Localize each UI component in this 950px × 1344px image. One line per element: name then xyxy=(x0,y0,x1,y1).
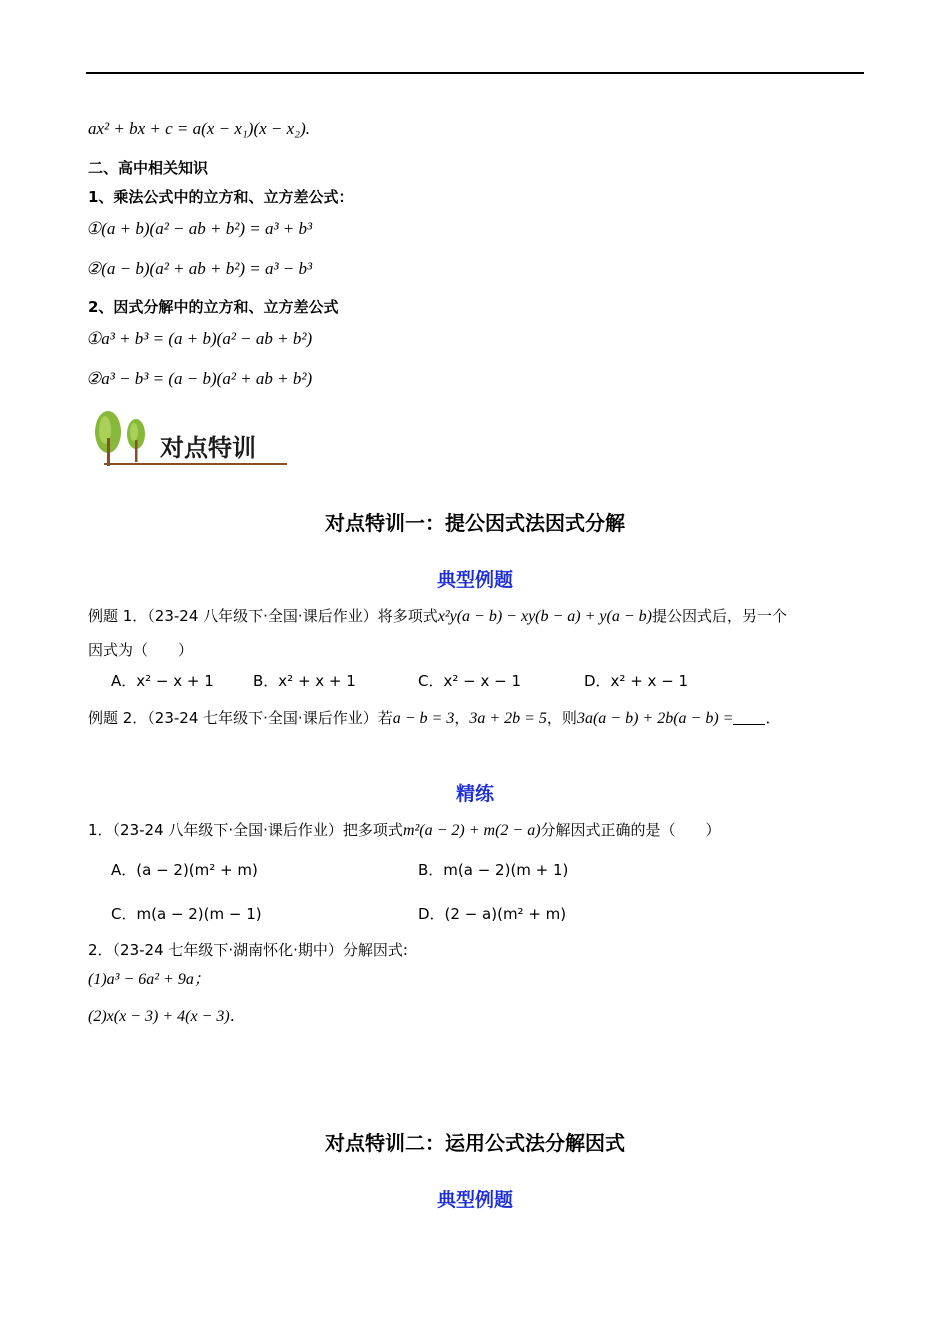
example2-prefix: 例题 2．（23-24 七年级下·全国·课后作业）若 xyxy=(88,709,393,727)
sub2-title: 2、因式分解中的立方和、立方差公式 xyxy=(88,298,339,316)
example1-line1 xyxy=(88,606,787,627)
q1-option-c[interactable]: C．m(a − 2)(m − 1) xyxy=(111,905,262,923)
example2-cond2: 3a + 2b = 5 xyxy=(469,710,547,727)
topic2-title: 对点特训二：运用公式法分解因式 xyxy=(325,1131,625,1155)
q1-option-d[interactable]: D．(2 − a)(m² + m) xyxy=(418,905,567,923)
example1-option-b[interactable]: B．x² + x + 1 xyxy=(253,672,356,690)
example2-line xyxy=(88,708,780,729)
topic1-title: 对点特训一：提公因式法因式分解 xyxy=(325,511,625,535)
example1-option-c[interactable]: C．x² − x − 1 xyxy=(418,672,521,690)
q2-title: 2．（23-24 七年级下·湖南怀化·期中）分解因式: xyxy=(88,941,408,959)
logo-text: 对点特训 xyxy=(160,434,256,462)
q1-suffix: 分解因式正确的是（ ） xyxy=(540,821,721,839)
example2-cond1: a − b = 3 xyxy=(392,710,455,727)
sub1-title: 1、乘法公式中的立方和、立方差公式： xyxy=(88,188,354,206)
typical-examples-heading-2: 典型例题 xyxy=(436,1189,513,1211)
q1-option-b[interactable]: B．m(a − 2)(m + 1) xyxy=(418,861,569,879)
example1-prefix: 例题 1．（23-24 八年级下·全国·课后作业）将多项式 xyxy=(88,607,438,625)
q2-part1: (1)a³ − 6a² + 9a； xyxy=(88,971,210,988)
top-formula: ax² + bx + c = a(x − x₁)(x − x₂). xyxy=(88,119,310,138)
example2-sep: ， xyxy=(454,709,470,727)
section2-title: 二、高中相关知识 xyxy=(88,159,209,177)
example2-mid: ，则 xyxy=(546,709,577,727)
sub1-item2: ②(a − b)(a² + ab + b²) = a³ − b³ xyxy=(86,259,313,278)
section-logo xyxy=(92,408,292,470)
example1-formula: x²y(a − b) − xy(b − a) + y(a − b) xyxy=(437,608,652,625)
trees-icon xyxy=(92,408,156,468)
logo-underline xyxy=(104,463,287,465)
q1-prefix: 1．（23-24 八年级下·全国·课后作业）把多项式 xyxy=(88,821,403,839)
typical-examples-heading: 典型例题 xyxy=(436,569,513,591)
example2-end: ． xyxy=(765,709,781,727)
example2-formula: 3a(a − b) + 2b(a − b) = xyxy=(576,710,734,727)
sub2-item2: ②a³ − b³ = (a − b)(a² + ab + b²) xyxy=(86,369,313,388)
example1-option-d[interactable]: D．x² + x − 1 xyxy=(584,672,689,690)
example1-suffix: 提公因式后，另一个 xyxy=(651,607,787,625)
example1-option-a[interactable]: A．x² − x + 1 xyxy=(111,672,214,690)
sub1-item1: ①(a + b)(a² − ab + b²) = a³ + b³ xyxy=(86,219,313,238)
practice-heading: 精练 xyxy=(455,783,494,805)
answer-blank[interactable] xyxy=(733,710,765,725)
sub2-item1: ①a³ + b³ = (a + b)(a² − ab + b²) xyxy=(86,329,313,348)
q1-option-a[interactable]: A．(a − 2)(m² + m) xyxy=(111,861,258,879)
header-rule xyxy=(86,72,864,74)
q2-part2: (2)x(x − 3) + 4(x − 3)． xyxy=(88,1008,246,1025)
q1-line xyxy=(88,820,721,841)
example1-line2: 因式为（ ） xyxy=(88,641,194,659)
q1-formula: m²(a − 2) + m(2 − a) xyxy=(402,822,541,839)
